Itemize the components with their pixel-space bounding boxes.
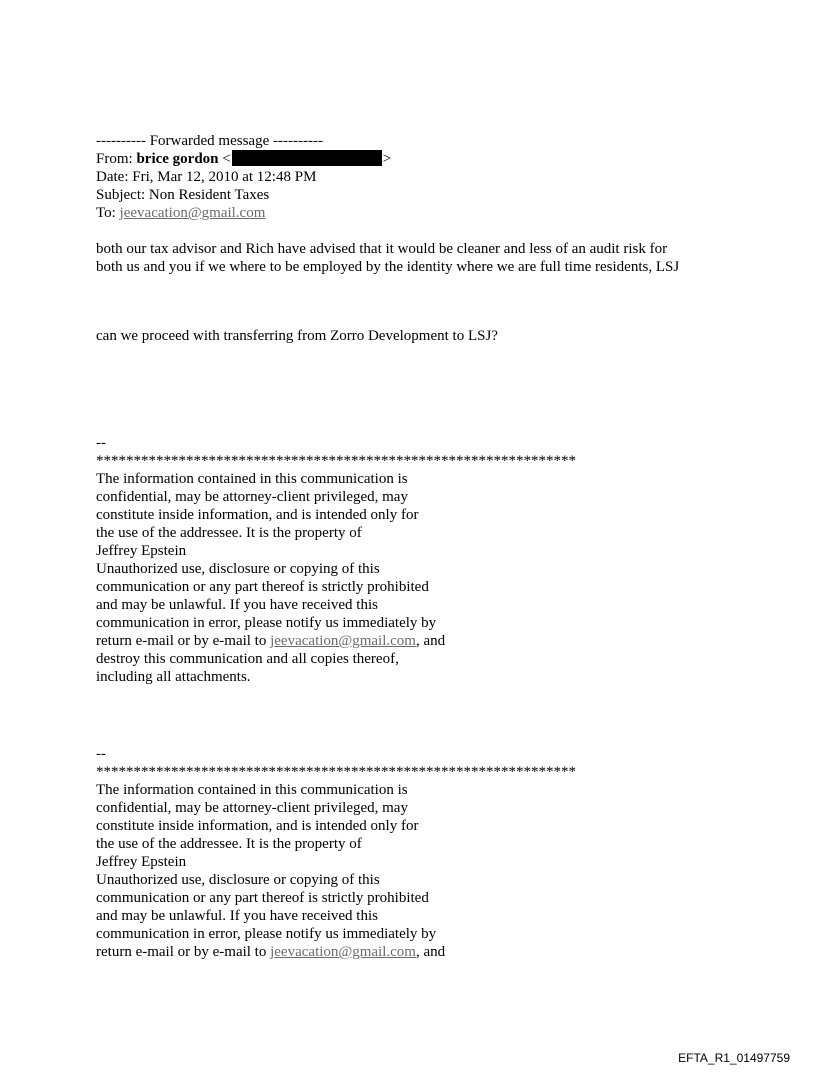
disclaimer-line: including all attachments. (96, 669, 251, 685)
message-question (96, 327, 498, 345)
from-line (96, 150, 391, 168)
from-label: From: (96, 151, 137, 167)
from-close-bracket: > (382, 151, 392, 167)
body-paragraph-2: can we proceed with transferring from Zorro Development to LSJ? (96, 328, 498, 344)
disclaimer-line: constitute inside information, and is intended only for (96, 818, 419, 834)
disclaimer-line: confidential, may be attorney-client privileged, may (96, 800, 408, 816)
body-paragraph-1-line-2: both us and you if we where to be employed by the identity where we are full time residents, LSJ (96, 259, 680, 275)
disclaimer-line: The information contained in this communication is (96, 782, 408, 798)
redaction-bar (232, 150, 382, 166)
date-line: Date: Fri, Mar 12, 2010 at 12:48 PM (96, 169, 317, 185)
signature-dashes: -- (96, 746, 106, 762)
message-body (96, 240, 679, 276)
disclaimer-line: Unauthorized use, disclosure or copying of this (96, 561, 380, 577)
disclaimer-line: The information contained in this communication is (96, 471, 408, 487)
asterisk-divider: **************************************************************** (96, 764, 576, 780)
disclaimer-email-link[interactable]: jeevacation@gmail.com (270, 944, 416, 960)
to-label: To: (96, 205, 120, 221)
disclaimer-line: communication in error, please notify us immediately by (96, 926, 437, 942)
disclaimer-email-link[interactable]: jeevacation@gmail.com (270, 633, 416, 649)
disclaimer-block-2 (96, 745, 576, 961)
disclaimer-return-line (96, 632, 576, 650)
return-suffix: , and (415, 944, 446, 960)
signature-dashes: -- (96, 435, 106, 451)
email-header (96, 132, 391, 222)
disclaimer-line: the use of the addressee. It is the property of (96, 525, 362, 541)
sender-name: brice gordon (136, 151, 219, 167)
disclaimer-return-line (96, 943, 576, 961)
disclaimer-line: constitute inside information, and is intended only for (96, 507, 419, 523)
disclaimer-line: confidential, may be attorney-client privileged, may (96, 489, 408, 505)
disclaimer-block-1 (96, 434, 576, 686)
to-line (96, 204, 391, 222)
from-open-bracket: < (218, 151, 231, 167)
disclaimer-line: communication in error, please notify us immediately by (96, 615, 437, 631)
return-prefix: return e-mail or by e-mail to (96, 944, 271, 960)
disclaimer-line: communication or any part thereof is strictly prohibited (96, 579, 429, 595)
return-prefix: return e-mail or by e-mail to (96, 633, 271, 649)
disclaimer-line: and may be unlawful. If you have received this (96, 597, 378, 613)
bates-number: EFTA_R1_01497759 (678, 1051, 790, 1065)
disclaimer-line: Unauthorized use, disclosure or copying of this (96, 872, 380, 888)
body-paragraph-1-line-1: both our tax advisor and Rich have advised that it would be cleaner and less of an audit risk for (96, 241, 668, 257)
to-email-link[interactable]: jeevacation@gmail.com (119, 205, 266, 221)
disclaimer-line: communication or any part thereof is strictly prohibited (96, 890, 429, 906)
asterisk-divider: **************************************************************** (96, 453, 576, 469)
disclaimer-line: Jeffrey Epstein (96, 854, 187, 870)
disclaimer-line: and may be unlawful. If you have received this (96, 908, 378, 924)
disclaimer-line: destroy this communication and all copies thereof, (96, 651, 399, 667)
disclaimer-line: Jeffrey Epstein (96, 543, 187, 559)
return-suffix: , and (415, 633, 446, 649)
forwarded-message-line: ---------- Forwarded message ---------- (96, 133, 323, 149)
subject-line: Subject: Non Resident Taxes (96, 187, 270, 203)
disclaimer-line: the use of the addressee. It is the property of (96, 836, 362, 852)
